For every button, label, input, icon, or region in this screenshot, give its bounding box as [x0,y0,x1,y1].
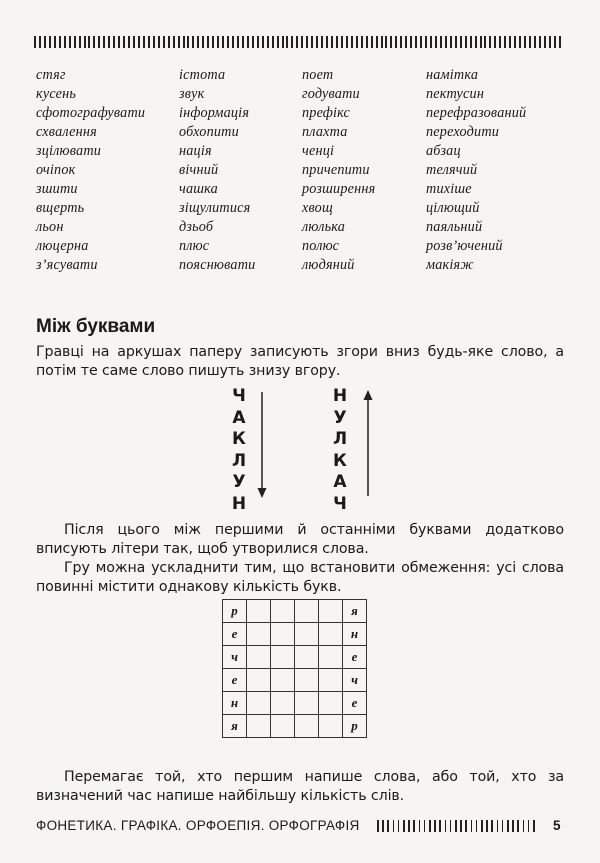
word: дзьоб [179,219,214,235]
rule-tick [403,820,405,832]
rule-tick [476,820,478,832]
grid-cell [319,646,343,669]
rule-tick [44,36,46,48]
grid-row [223,623,367,646]
word: зцілювати [36,143,102,159]
word: істота [179,67,226,83]
rule-tick [59,36,61,48]
rule-tick [247,36,249,48]
grid-cell: ч [223,646,247,669]
rule-tick [445,36,447,48]
rule-tick [387,820,389,832]
rule-tick [148,36,150,48]
top-decorative-rule [34,36,564,48]
rule-tick [455,36,457,48]
rule-tick [286,36,288,48]
rule-tick [64,36,66,48]
rule-tick [376,36,378,48]
letter: А [333,472,347,492]
rule-tick [163,36,165,48]
rule-tick [491,820,493,832]
rule-tick [559,36,561,48]
rule-tick [400,36,402,48]
rule-tick [351,36,353,48]
rule-tick [128,36,130,48]
word: люлька [302,219,346,235]
rule-tick [88,36,90,48]
word: намітка [426,67,479,83]
rule-tick [440,36,442,48]
rule-tick [533,820,535,832]
rule-tick [390,36,392,48]
grid-cell [271,669,295,692]
example-grid [222,599,367,738]
footer-section-title: ФОНЕТИКА. ГРАФІКА. ОРФОЕПІЯ. ОРФОГРАФІЯ [36,818,360,833]
rule-tick [217,36,219,48]
rule-tick [519,36,521,48]
rule-tick [429,820,431,832]
letter: Ч [232,386,246,406]
rule-tick [143,36,145,48]
grid-cell [247,646,271,669]
rule-tick [497,820,499,832]
rule-tick [232,36,234,48]
grid-cell [295,692,319,715]
rule-tick [502,820,504,832]
rule-tick [480,36,482,48]
rule-tick [499,36,501,48]
rule-tick [494,36,496,48]
rule-tick [301,36,303,48]
rule-tick [123,36,125,48]
rule-tick [183,36,185,48]
rule-tick [54,36,56,48]
word: тихіше [426,181,472,197]
rule-tick [158,36,160,48]
word: зшити [36,181,78,197]
rule-tick [331,36,333,48]
rule-tick [291,36,293,48]
grid-cell: я [223,715,247,738]
rule-tick [415,36,417,48]
word: обхопити [179,124,239,140]
rule-tick [486,820,488,832]
rule-tick [237,36,239,48]
rule-tick [356,36,358,48]
word: паяльний [426,219,483,235]
letter: У [333,407,347,428]
grid-cell [271,623,295,646]
rule-tick [424,820,426,832]
word-written-downward [229,386,249,515]
rule-tick [455,820,457,832]
rule-tick [306,36,308,48]
word: льон [36,219,64,235]
rule-tick [410,36,412,48]
rule-tick [381,36,383,48]
rule-tick [39,36,41,48]
rule-tick [267,36,269,48]
rule-tick [517,820,519,832]
rule-tick [98,36,100,48]
rule-tick [539,36,541,48]
rule-tick [435,36,437,48]
word-column-1 [36,66,145,275]
rule-tick [395,36,397,48]
word: телячий [426,162,478,178]
paragraph-winning-rule: Перемагає той, хто першим напише слова, або той, хто за визначений час напише найбільшу кількість слів. [36,769,564,804]
grid-cell: н [223,692,247,715]
rule-tick [227,36,229,48]
grid-cell [247,600,271,623]
rule-tick [382,820,384,832]
word-written-upward [330,386,350,515]
word: звук [179,86,205,102]
grid-cell [319,623,343,646]
word-column-4 [426,66,526,275]
word: перефразований [426,105,527,121]
rule-tick [419,820,421,832]
rule-tick [326,36,328,48]
grid-cell [295,600,319,623]
word: люцерна [36,238,89,254]
rule-tick [93,36,95,48]
grid-cell [271,692,295,715]
grid-cell [247,715,271,738]
grid-cell: е [223,669,247,692]
rule-tick [202,36,204,48]
grid-row [223,646,367,669]
rule-tick [512,820,514,832]
letter: А [232,407,246,428]
grid-cell [295,669,319,692]
word: плюс [179,238,210,254]
grid-cell [271,646,295,669]
word: ченці [302,143,335,159]
rule-tick [242,36,244,48]
rule-tick [504,36,506,48]
rule-tick [341,36,343,48]
rule-tick [84,36,86,48]
rule-tick [336,36,338,48]
rule-tick [118,36,120,48]
rule-tick [361,36,363,48]
rule-tick [153,36,155,48]
rule-tick [173,36,175,48]
grid-row [223,600,367,623]
word: людяний [302,257,355,273]
rule-tick [450,36,452,48]
rule-tick [439,820,441,832]
rule-tick [385,36,387,48]
rule-tick [523,820,525,832]
grid-cell [319,600,343,623]
word: розширення [302,181,376,197]
word: пояснювати [179,257,256,273]
grid-cell [319,692,343,715]
rule-tick [74,36,76,48]
rule-tick [534,36,536,48]
grid-cell [271,600,295,623]
word: абзац [426,143,461,159]
rule-tick [212,36,214,48]
rule-tick [346,36,348,48]
rule-tick [262,36,264,48]
rule-tick [34,36,36,48]
word: макіяж [426,257,474,273]
paragraph-rules-intro: Гравці на аркушах паперу записують згори вниз будь-яке слово, а потім те саме слово пишуть знизу вгору. [36,344,564,379]
grid-cell [271,715,295,738]
rule-tick [405,36,407,48]
rule-tick [408,820,410,832]
rule-tick [475,36,477,48]
word-column-3 [302,66,375,275]
word: зіщулитися [179,200,251,216]
letter: Л [231,450,247,471]
grid-cell [247,623,271,646]
word: кусень [36,86,77,102]
rule-tick [138,36,140,48]
rule-tick [544,36,546,48]
rule-tick [277,36,279,48]
rule-tick [460,36,462,48]
rule-tick [197,36,199,48]
rule-tick [420,36,422,48]
rule-tick [528,820,530,832]
rule-tick [445,820,447,832]
grid-cell: р [343,715,367,738]
letter: Ч [333,493,347,514]
page-number: 5 [553,818,561,833]
grid-cell: е [343,692,367,715]
grid-cell: р [223,600,247,623]
grid-cell: ч [343,669,367,692]
grid-cell [247,669,271,692]
letter: Н [231,493,247,514]
rule-tick [178,36,180,48]
grid-cell: е [343,646,367,669]
rule-tick [514,36,516,48]
rule-tick [465,820,467,832]
rule-tick [489,36,491,48]
section-heading: Між буквами [36,316,156,337]
rule-tick [471,820,473,832]
rule-tick [168,36,170,48]
grid-cell [319,715,343,738]
grid-row [223,692,367,715]
rule-tick [192,36,194,48]
rule-tick [79,36,81,48]
rule-tick [296,36,298,48]
rule-tick [257,36,259,48]
word: інформація [179,105,250,121]
rule-tick [481,820,483,832]
grid-cell: е [223,623,247,646]
paragraph-line: Гру можна ускладнити тим, що встановити обмеження: усі слова повинні містити однакову кількість букв. [36,560,564,595]
down-arrow-icon [256,392,268,500]
paragraph-rules-continue [36,521,564,597]
letter: У [232,472,246,492]
rule-tick [398,820,400,832]
rule-tick [321,36,323,48]
word: схвалення [36,124,97,140]
word: плахта [302,124,348,140]
grid-cell: н [343,623,367,646]
grid-row [223,669,367,692]
rule-tick [509,36,511,48]
rule-tick [524,36,526,48]
rule-tick [450,820,452,832]
rule-tick [108,36,110,48]
rule-tick [434,820,436,832]
rule-tick [554,36,556,48]
word: вічний [179,162,219,178]
word: сфотографувати [36,105,146,121]
rule-tick [69,36,71,48]
rule-tick [393,820,395,832]
grid-cell [319,669,343,692]
word-column-2 [179,66,255,275]
word: хвощ [302,200,333,216]
grid-cell [295,646,319,669]
rule-tick [366,36,368,48]
rule-tick [465,36,467,48]
rule-tick [207,36,209,48]
rule-tick [49,36,51,48]
rule-tick [371,36,373,48]
word: пектусин [426,86,485,102]
rule-tick [133,36,135,48]
grid-cell: я [343,600,367,623]
rule-tick [507,820,509,832]
rule-tick [529,36,531,48]
rule-tick [103,36,105,48]
rule-tick [113,36,115,48]
word: причепити [302,162,370,178]
letter: К [232,429,246,449]
rule-tick [425,36,427,48]
word: цілющий [426,200,480,216]
rule-tick [252,36,254,48]
rule-tick [484,36,486,48]
word: переходити [426,124,500,140]
rule-tick [549,36,551,48]
word: очіпок [36,162,76,178]
word: з’ясувати [36,257,98,273]
letter: Л [332,429,348,449]
rule-tick [377,820,379,832]
up-arrow-icon [362,388,374,498]
rule-tick [413,820,415,832]
rule-tick [311,36,313,48]
word: поет [302,67,334,83]
grid-row [223,715,367,738]
letter: Н [332,386,348,406]
paragraph-line: Після цього між першими й останніми буквами додатково вписують літери так, щоб утворилися слова. [36,522,564,557]
rule-tick [272,36,274,48]
word: нація [179,143,212,159]
grid-cell [295,715,319,738]
rule-tick [282,36,284,48]
word: полюс [302,238,340,254]
rule-tick [470,36,472,48]
rule-tick [430,36,432,48]
grid-cell [247,692,271,715]
word: префікс [302,105,350,121]
letter: К [333,450,347,471]
word: чашка [179,181,218,197]
footer-decorative-rule [377,820,537,832]
rule-tick [187,36,189,48]
word: стяг [36,67,66,83]
rule-tick [460,820,462,832]
word: годувати [302,86,360,102]
word: розв’ючений [426,238,503,254]
grid-cell [295,623,319,646]
rule-tick [222,36,224,48]
word: вщерть [36,200,85,216]
rule-tick [316,36,318,48]
